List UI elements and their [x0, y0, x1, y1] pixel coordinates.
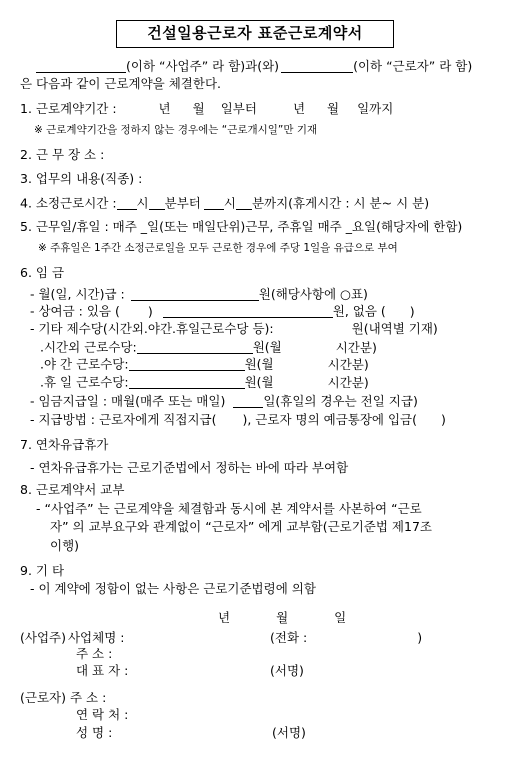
contract-delivery-line-1: - “사업주” 는 근로계약을 체결함과 동시에 본 계약서를 사본하여 “근로 [36, 501, 422, 516]
worker-signature[interactable]: (서명) [272, 725, 306, 740]
employer-address: 주 소 : [76, 646, 113, 661]
worker-address-line: (근로자) 주 소 : [20, 690, 107, 705]
workplace-label: 2. 근 무 장 소 : [20, 147, 105, 162]
workdays-holidays: 5. 근무일/휴일 : 매주 _일(또는 매일단위)근무, 주휴일 매주 _요일(해당자에 한함) [20, 219, 463, 234]
contract-period-note: ※ 근로계약기간을 정하지 않는 경우에는 “근로개시일”만 기재 [34, 124, 318, 136]
contract-date: 년 월 일 [218, 610, 347, 625]
employer-name-blank[interactable] [36, 60, 126, 73]
annual-leave-heading: 7. 연차유급휴가 [20, 437, 109, 452]
intro-line-1: (이하 “사업주” 라 함)과(와) (이하 “근로자” 라 함) [36, 60, 472, 73]
contract-period: 1. 근로계약기간 : 년 월 일부터 년 월 일까지 [20, 101, 394, 116]
other-heading: 9. 기 타 [20, 563, 65, 578]
wage-line: - 월(일, 시간)급 : 원(해당사항에 ○표) [30, 286, 368, 302]
employer-ceo: 대 표 자 : [76, 663, 129, 678]
job-description-label: 3. 업무의 내용(직종) : [20, 171, 143, 186]
weekly-holiday-note: ※ 주휴일은 1주간 소정근로일을 모두 근로한 경우에 주당 1일을 유급으로 부여 [38, 242, 398, 254]
intro-line-2: 은 다음과 같이 근로계약을 체결한다. [20, 76, 221, 91]
payment-method-line: - 지급방법 : 근로자에게 직접지급( ), 근로자 명의 예금통장에 입금( ) [30, 412, 446, 427]
contract-delivery-line-3: 이행) [50, 538, 80, 553]
worker-name-blank[interactable] [281, 60, 353, 73]
holiday-allowance-line: .휴 일 근로수당: 원(월 시간분) [40, 374, 369, 390]
worker-contact: 연 락 처 : [76, 707, 129, 722]
worker-name: 성 명 : [76, 725, 113, 740]
payday-line: - 임금지급일 : 매월(매주 또는 매일) 일(휴일의 경우는 전일 지급) [30, 393, 418, 409]
bonus-line: - 상여금 : 있음 ( ) 원, 없음 ( ) [30, 303, 415, 319]
contract-delivery-heading: 8. 근로계약서 교부 [20, 482, 125, 497]
employer-company-line: (사업주) 사업체명 : [20, 630, 125, 645]
night-allowance-line: .야 간 근로수당: 원(월 시간분) [40, 356, 369, 372]
document-title: 건설일용근로자 표준근로계약서 [116, 20, 394, 48]
other-text: - 이 계약에 정함이 없는 사항은 근로기준법령에 의함 [30, 581, 316, 596]
employer-signature[interactable]: (서명) [270, 663, 304, 678]
annual-leave-text: - 연차유급휴가는 근로기준법에서 정하는 바에 따라 부여함 [30, 460, 349, 475]
wage-heading: 6. 임 금 [20, 265, 65, 280]
other-allowances-line: - 기타 제수당(시간외.야간.휴일근로수당 등): 원(내역별 기재) [30, 321, 438, 336]
contract-delivery-line-2: 자” 의 교부요구와 관계없이 “근로자” 에게 교부함(근로기준법 제17조 [50, 519, 432, 534]
overtime-allowance-line: .시간외 근로수당: 원(월 시간분) [40, 339, 377, 355]
working-hours: 4. 소정근로시간 : 시 분부터 시 분까지(휴게시간 : 시 분~ 시 분) [20, 195, 430, 211]
employer-phone: (전화 : ) [270, 630, 423, 645]
